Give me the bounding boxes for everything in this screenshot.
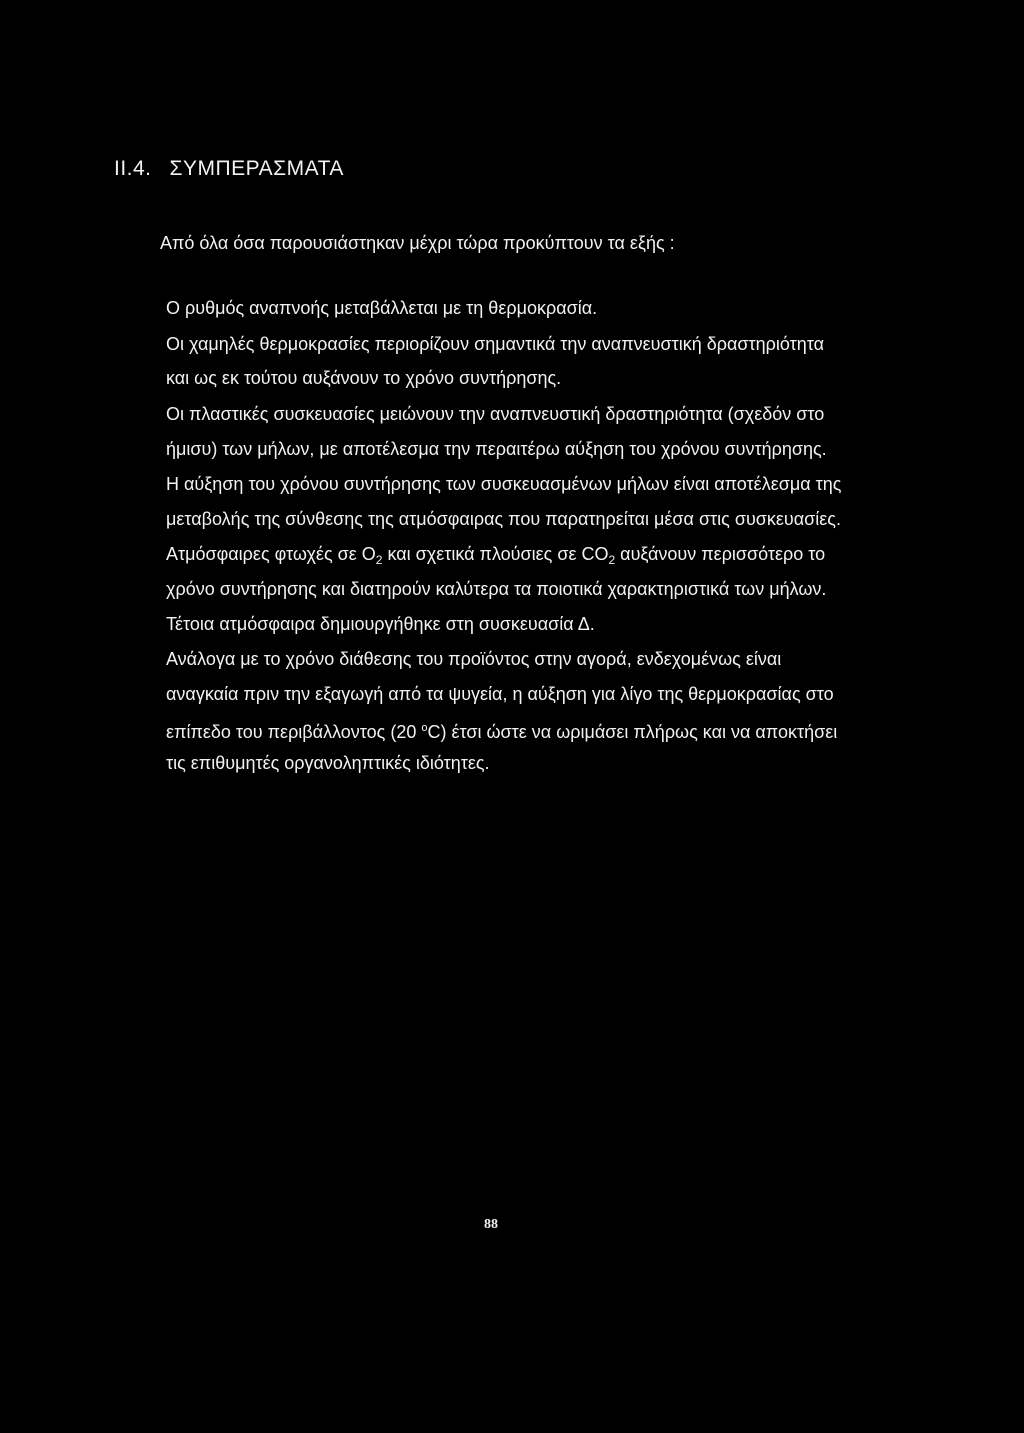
line-13-part-b: C) έτσι ώστε να ωριμάσει πλήρως και να αποκτήσει: [427, 722, 838, 742]
section-title: ΣΥΜΠΕΡΑΣΜΑΤΑ: [169, 157, 344, 180]
line-8-part-a: Ατμόσφαιρες φτωχές σε O: [166, 544, 376, 564]
conclusion-line-5: ήμισυ) των μήλων, με αποτέλεσμα την περαιτέρω αύξηση του χρόνου συντήρησης.: [166, 439, 827, 459]
conclusion-line-4: Οι πλαστικές συσκευασίες μειώνουν την αναπνευστική δραστηριότητα (σχεδόν στο: [166, 404, 825, 424]
conclusion-line-6: Η αύξηση του χρόνου συντήρησης των συσκευασμένων μήλων είναι αποτέλεσμα της: [166, 474, 842, 494]
conclusion-line-2: Οι χαμηλές θερμοκρασίες περιορίζουν σημαντικά την αναπνευστική δραστηριότητα: [166, 334, 825, 354]
conclusion-line-7: μεταβολής της σύνθεσης της ατμόσφαιρας που παρατηρείται μέσα στις συσκευασίες.: [166, 509, 841, 529]
section-number: II.4.: [114, 157, 152, 180]
conclusion-line-1: Ο ρυθμός αναπνοής μεταβάλλεται με τη θερμοκρασία.: [166, 298, 598, 318]
co2-subscript: 2: [608, 553, 616, 567]
conclusion-line-11: Ανάλογα με το χρόνο διάθεσης του προϊόντος στην αγορά, ενδεχομένως είναι: [166, 649, 782, 669]
conclusion-line-9: χρόνο συντήρησης και διατηρούν καλύτερα τα ποιοτικά χαρακτηριστικά των μήλων.: [166, 579, 827, 599]
o2-subscript: 2: [375, 553, 383, 567]
line-8-part-c: αυξάνουν περισσότερο το: [615, 544, 826, 564]
conclusion-line-12: αναγκαία πριν την εξαγωγή από τα ψυγεία, η αύξηση για λίγο της θερμοκρασίας στο: [166, 684, 834, 704]
line-13-part-a: επίπεδο του περιβάλλοντος (20: [166, 722, 422, 742]
conclusion-line-3: και ως εκ τούτου αυξάνουν το χρόνο συντήρησης.: [166, 368, 562, 388]
intro-text: Από όλα όσα παρουσιάστηκαν μέχρι τώρα προκύπτουν τα εξής :: [160, 233, 675, 253]
conclusion-line-8: [166, 543, 825, 571]
conclusion-line-14: τις επιθυμητές οργανοληπτικές ιδιότητες.: [166, 753, 490, 773]
section-heading: [114, 157, 344, 181]
conclusion-line-13: [166, 717, 837, 743]
conclusion-line-10: Τέτοια ατμόσφαιρα δημιουργήθηκε στη συσκευασία Δ.: [166, 614, 595, 634]
line-8-part-b: και σχετικά πλούσιες σε CO: [382, 544, 609, 564]
page-number: 88: [484, 1217, 498, 1232]
degree-superscript: o: [421, 722, 428, 734]
